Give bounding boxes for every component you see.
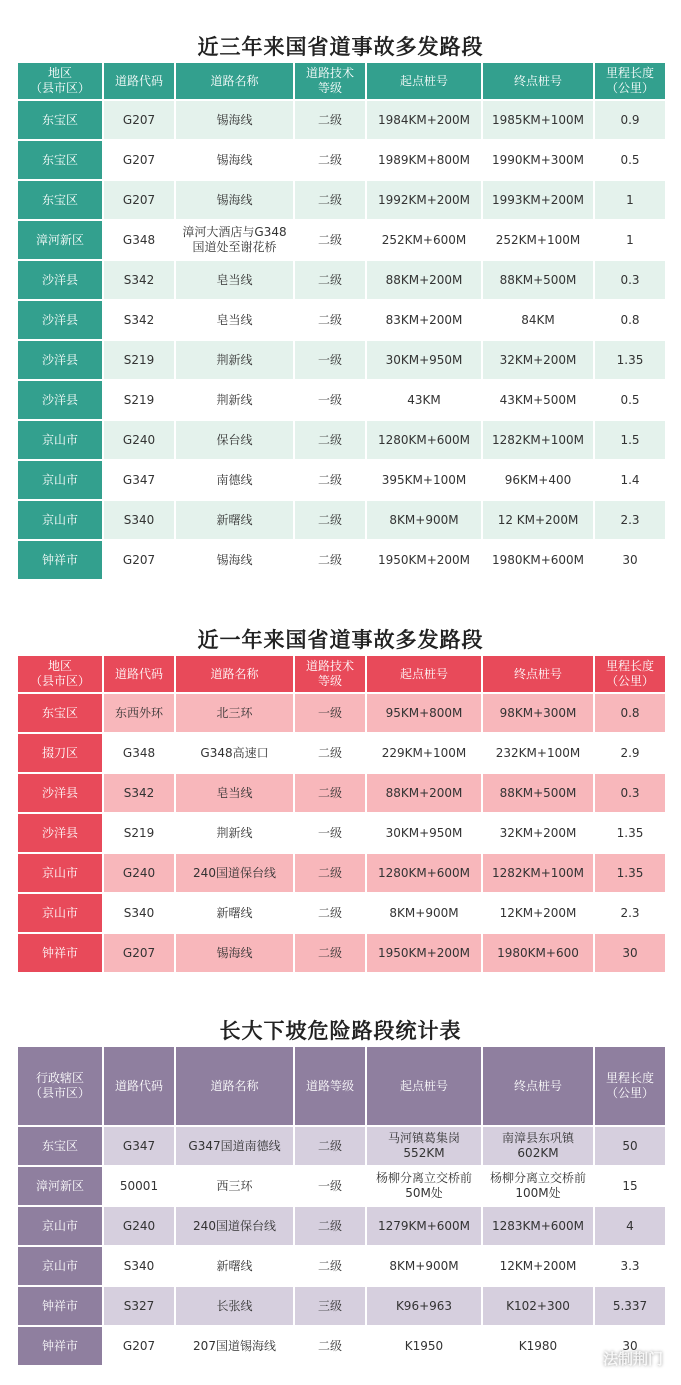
cell-road-grade: 二级 [295,141,365,179]
cell-road-grade: 二级 [295,421,365,459]
cell-start-stake: 30KM+950M [367,814,481,852]
table-row [18,694,665,732]
cell-end-stake: 232KM+100M [483,734,593,772]
cell-region: 东宝区 [18,101,102,139]
cell-length: 30 [595,934,665,972]
header-start-stake: 起点桩号 [367,656,481,692]
cell-region: 东宝区 [18,1127,102,1165]
cell-length: 1.35 [595,814,665,852]
cell-length: 30 [595,541,665,579]
cell-road-code: 50001 [104,1167,174,1205]
cell-end-stake: 1990KM+300M [483,141,593,179]
cell-length: 1.5 [595,421,665,459]
header-row [18,1047,665,1125]
cell-region: 漳河新区 [18,221,102,259]
header-road-grade: 道路技术 等级 [295,63,365,99]
table-row [18,421,665,459]
cell-end-stake: 1283KM+600M [483,1207,593,1245]
cell-end-stake: 32KM+200M [483,341,593,379]
cell-road-grade: 二级 [295,301,365,339]
table-row [18,894,665,932]
table2 [16,654,667,974]
cell-end-stake: 1985KM+100M [483,101,593,139]
header-road-name: 道路名称 [176,1047,293,1125]
header-region: 地区 （县市区） [18,63,102,99]
table-row [18,141,665,179]
cell-end-stake: K102+300 [483,1287,593,1325]
cell-length: 2.3 [595,501,665,539]
cell-road-name: 新曙线 [176,1247,293,1285]
cell-region: 京山市 [18,501,102,539]
cell-road-grade: 二级 [295,221,365,259]
header-road-code: 道路代码 [104,656,174,692]
header-road-code: 道路代码 [104,63,174,99]
cell-end-stake: 252KM+100M [483,221,593,259]
cell-start-stake: 252KM+600M [367,221,481,259]
table-row [18,774,665,812]
cell-end-stake: K1980 [483,1327,593,1365]
cell-start-stake: 88KM+200M [367,261,481,299]
cell-length: 15 [595,1167,665,1205]
header-road-name: 道路名称 [176,656,293,692]
cell-road-code: S340 [104,894,174,932]
cell-road-grade: 一级 [295,694,365,732]
cell-length: 0.3 [595,261,665,299]
cell-road-name: 北三环 [176,694,293,732]
cell-road-grade: 一级 [295,381,365,419]
cell-length: 1 [595,181,665,219]
cell-start-stake: K1950 [367,1327,481,1365]
cell-region: 京山市 [18,854,102,892]
cell-road-code: S340 [104,1247,174,1285]
header-road-grade: 道路等级 [295,1047,365,1125]
cell-road-code: 东西外环 [104,694,174,732]
cell-road-name: 荆新线 [176,381,293,419]
cell-length: 0.9 [595,101,665,139]
cell-road-name: 长张线 [176,1287,293,1325]
cell-length: 4 [595,1207,665,1245]
table-row [18,301,665,339]
cell-region: 京山市 [18,421,102,459]
cell-region: 东宝区 [18,141,102,179]
cell-road-grade: 二级 [295,541,365,579]
table-row [18,1127,665,1165]
cell-road-grade: 二级 [295,1327,365,1365]
table2-title: 近一年来国省道事故多发路段 [197,628,484,652]
cell-end-stake: 98KM+300M [483,694,593,732]
cell-start-stake: 229KM+100M [367,734,481,772]
cell-road-name: 南德线 [176,461,293,499]
cell-length: 0.8 [595,694,665,732]
cell-road-code: S219 [104,341,174,379]
cell-start-stake: 1280KM+600M [367,854,481,892]
cell-region: 沙洋县 [18,301,102,339]
cell-end-stake: 12KM+200M [483,1247,593,1285]
cell-road-grade: 二级 [295,734,365,772]
cell-road-code: S340 [104,501,174,539]
cell-start-stake: 8KM+900M [367,501,481,539]
cell-road-grade: 二级 [295,774,365,812]
cell-road-grade: 二级 [295,101,365,139]
cell-end-stake: 1980KM+600 [483,934,593,972]
cell-road-grade: 二级 [295,461,365,499]
cell-road-name: 保台线 [176,421,293,459]
cell-start-stake: 1280KM+600M [367,421,481,459]
table3-title: 长大下坡危险路段统计表 [219,1019,462,1043]
cell-road-name: 皂当线 [176,774,293,812]
cell-road-name: 锡海线 [176,101,293,139]
table-row [18,1327,665,1365]
cell-road-name: G347国道南德线 [176,1127,293,1165]
cell-region: 掇刀区 [18,734,102,772]
cell-road-code: G207 [104,934,174,972]
cell-start-stake: 1989KM+800M [367,141,481,179]
cell-road-grade: 二级 [295,181,365,219]
cell-road-code: S219 [104,381,174,419]
table-row [18,181,665,219]
cell-length: 1.35 [595,854,665,892]
cell-region: 钟祥市 [18,1287,102,1325]
cell-length: 1 [595,221,665,259]
header-start-stake: 起点桩号 [367,1047,481,1125]
cell-road-code: S327 [104,1287,174,1325]
cell-road-name: 锡海线 [176,181,293,219]
cell-road-grade: 二级 [295,1247,365,1285]
cell-region: 沙洋县 [18,341,102,379]
cell-road-code: G348 [104,734,174,772]
cell-road-name: 240国道保台线 [176,854,293,892]
header-row [18,63,665,99]
cell-region: 东宝区 [18,694,102,732]
table-row [18,541,665,579]
cell-road-grade: 二级 [295,501,365,539]
cell-end-stake: 96KM+400 [483,461,593,499]
cell-road-code: G207 [104,181,174,219]
cell-road-grade: 一级 [295,814,365,852]
header-region: 行政辖区 （县市区） [18,1047,102,1125]
cell-road-name: 新曙线 [176,894,293,932]
header-region: 地区 （县市区） [18,656,102,692]
cell-road-name: 荆新线 [176,814,293,852]
cell-road-grade: 二级 [295,261,365,299]
cell-end-stake: 84KM [483,301,593,339]
table-row [18,221,665,259]
table1 [16,61,667,581]
cell-start-stake: 88KM+200M [367,774,481,812]
table-row [18,381,665,419]
cell-length: 30 [595,1327,665,1365]
cell-road-name: 锡海线 [176,141,293,179]
cell-road-code: G207 [104,141,174,179]
cell-start-stake: 95KM+800M [367,694,481,732]
cell-road-code: G240 [104,421,174,459]
cell-road-code: G347 [104,461,174,499]
table-row [18,261,665,299]
cell-end-stake: 1282KM+100M [483,854,593,892]
header-end-stake: 终点桩号 [483,1047,593,1125]
table-row [18,934,665,972]
table-row [18,854,665,892]
cell-road-code: G240 [104,1207,174,1245]
cell-end-stake: 12KM+200M [483,894,593,932]
cell-length: 0.3 [595,774,665,812]
cell-road-grade: 二级 [295,1127,365,1165]
cell-region: 沙洋县 [18,381,102,419]
cell-start-stake: 1992KM+200M [367,181,481,219]
cell-region: 沙洋县 [18,814,102,852]
header-road-code: 道路代码 [104,1047,174,1125]
cell-region: 东宝区 [18,181,102,219]
watermark-logo: 法制荆门 [602,1350,663,1368]
header-length: 里程长度 （公里） [595,63,665,99]
cell-end-stake: 32KM+200M [483,814,593,852]
cell-road-code: G240 [104,854,174,892]
cell-start-stake: 1950KM+200M [367,934,481,972]
cell-end-stake: 1993KM+200M [483,181,593,219]
cell-road-name: 锡海线 [176,541,293,579]
cell-length: 1.35 [595,341,665,379]
table-row [18,1207,665,1245]
table-row [18,734,665,772]
cell-length: 0.8 [595,301,665,339]
cell-region: 京山市 [18,461,102,499]
cell-start-stake: 395KM+100M [367,461,481,499]
cell-length: 0.5 [595,141,665,179]
cell-start-stake: 杨柳分离立交桥前 50M处 [367,1167,481,1205]
cell-road-name: 西三环 [176,1167,293,1205]
cell-road-code: G347 [104,1127,174,1165]
cell-end-stake: 1980KM+600M [483,541,593,579]
header-road-name: 道路名称 [176,63,293,99]
cell-road-grade: 二级 [295,1207,365,1245]
table-row [18,1287,665,1325]
header-length: 里程长度 （公里） [595,656,665,692]
cell-length: 2.9 [595,734,665,772]
cell-start-stake: 8KM+900M [367,1247,481,1285]
table-row [18,1167,665,1205]
cell-road-name: G348高速口 [176,734,293,772]
cell-end-stake: 88KM+500M [483,774,593,812]
cell-start-stake: 马河镇葛集岗 552KM [367,1127,481,1165]
table-row [18,461,665,499]
cell-region: 京山市 [18,1247,102,1285]
cell-region: 沙洋县 [18,774,102,812]
cell-start-stake: 30KM+950M [367,341,481,379]
cell-road-name: 漳河大酒店与G348 国道处至谢花桥 [176,221,293,259]
cell-end-stake: 1282KM+100M [483,421,593,459]
cell-road-grade: 二级 [295,934,365,972]
cell-region: 京山市 [18,1207,102,1245]
cell-region: 京山市 [18,894,102,932]
cell-length: 50 [595,1127,665,1165]
cell-road-grade: 二级 [295,854,365,892]
cell-start-stake: 43KM [367,381,481,419]
cell-length: 0.5 [595,381,665,419]
cell-region: 沙洋县 [18,261,102,299]
table-row [18,814,665,852]
cell-road-code: S342 [104,261,174,299]
header-end-stake: 终点桩号 [483,63,593,99]
cell-road-grade: 一级 [295,1167,365,1205]
cell-region: 漳河新区 [18,1167,102,1205]
cell-road-grade: 三级 [295,1287,365,1325]
header-road-grade: 道路技术 等级 [295,656,365,692]
cell-road-name: 锡海线 [176,934,293,972]
cell-road-name: 207国道锡海线 [176,1327,293,1365]
cell-region: 钟祥市 [18,934,102,972]
cell-road-grade: 一级 [295,341,365,379]
cell-road-grade: 二级 [295,894,365,932]
cell-end-stake: 12 KM+200M [483,501,593,539]
cell-length: 2.3 [595,894,665,932]
table3 [16,1045,667,1367]
table-row [18,341,665,379]
cell-road-code: G207 [104,101,174,139]
cell-length: 3.3 [595,1247,665,1285]
cell-start-stake: 1279KM+600M [367,1207,481,1245]
cell-road-code: G348 [104,221,174,259]
cell-length: 1.4 [595,461,665,499]
table-row [18,1247,665,1285]
table-row [18,501,665,539]
cell-road-code: G207 [104,541,174,579]
cell-road-name: 新曙线 [176,501,293,539]
cell-end-stake: 南漳县东巩镇 602KM [483,1127,593,1165]
cell-road-code: S342 [104,774,174,812]
cell-end-stake: 88KM+500M [483,261,593,299]
header-row [18,656,665,692]
cell-start-stake: 8KM+900M [367,894,481,932]
cell-road-name: 皂当线 [176,261,293,299]
cell-start-stake: K96+963 [367,1287,481,1325]
cell-end-stake: 杨柳分离立交桥前 100M处 [483,1167,593,1205]
table-row [18,101,665,139]
cell-road-name: 荆新线 [176,341,293,379]
cell-road-code: G207 [104,1327,174,1365]
cell-road-name: 240国道保台线 [176,1207,293,1245]
cell-start-stake: 1984KM+200M [367,101,481,139]
cell-end-stake: 43KM+500M [483,381,593,419]
cell-road-code: S219 [104,814,174,852]
header-start-stake: 起点桩号 [367,63,481,99]
cell-road-name: 皂当线 [176,301,293,339]
cell-start-stake: 1950KM+200M [367,541,481,579]
cell-region: 钟祥市 [18,541,102,579]
cell-length: 5.337 [595,1287,665,1325]
table1-title: 近三年来国省道事故多发路段 [197,35,484,59]
cell-road-code: S342 [104,301,174,339]
header-end-stake: 终点桩号 [483,656,593,692]
cell-region: 钟祥市 [18,1327,102,1365]
header-length: 里程长度 （公里） [595,1047,665,1125]
cell-start-stake: 83KM+200M [367,301,481,339]
